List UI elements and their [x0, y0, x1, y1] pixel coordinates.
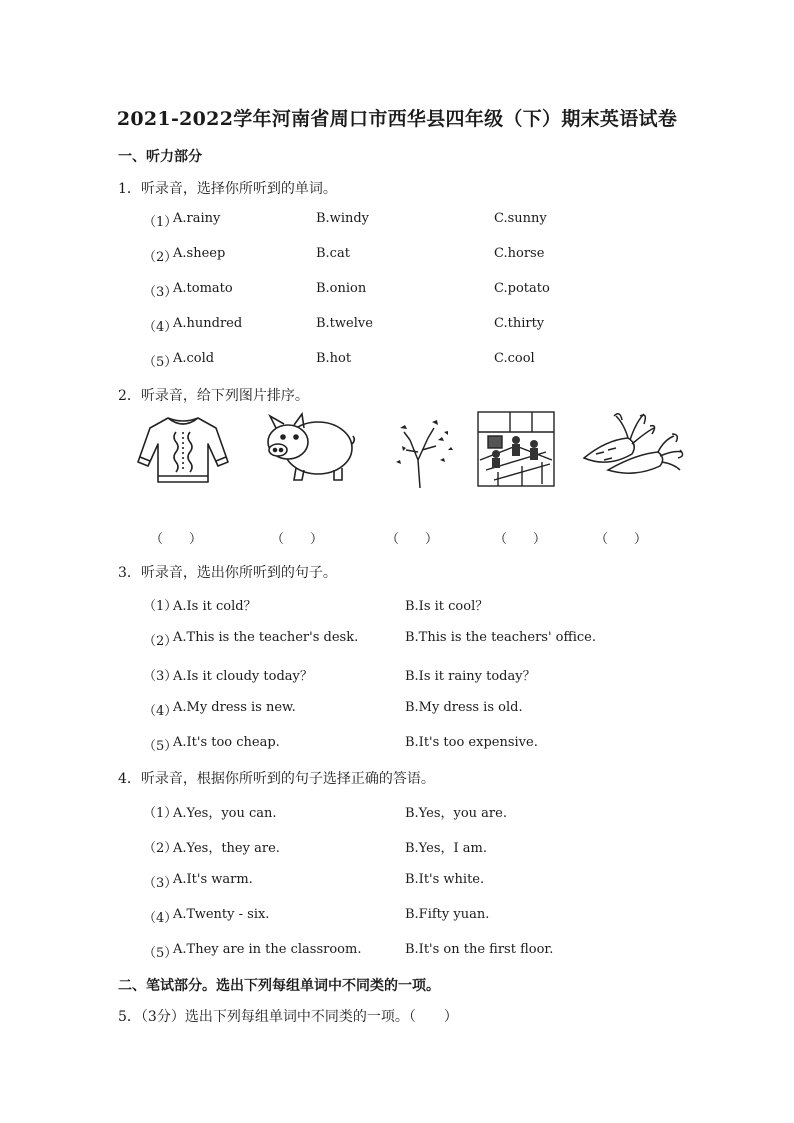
answer-blank-1[interactable]: （ ） — [150, 532, 203, 547]
option-a: A.rainy — [173, 211, 221, 226]
question-4-prompt: 4．听录音，根据你所听到的句子选择正确的答语。 — [118, 771, 435, 787]
option-a: A.This is the teacher's desk. — [173, 630, 359, 645]
classroom-icon — [476, 410, 558, 490]
q4-item-1 — [143, 802, 703, 820]
section-heading-written: 二、笔试部分。选出下列每组单词中不同类的一项。 — [118, 978, 440, 994]
option-a: A.sheep — [173, 246, 226, 261]
page-title: 2021-2022学年河南省周口市西华县四年级（下）期末英语试卷 — [116, 108, 678, 130]
option-b: B.Yes，I am. — [405, 841, 487, 856]
item-number: （1） — [143, 215, 178, 230]
item-number: （3） — [143, 669, 178, 684]
picture-row — [130, 410, 690, 500]
option-b: B.cat — [316, 246, 350, 261]
answer-blank-2[interactable]: （ ） — [271, 532, 324, 547]
option-c: C.horse — [494, 246, 545, 261]
q3-item-2 — [143, 630, 703, 648]
option-c: C.sunny — [494, 211, 547, 226]
q1-item-5 — [143, 351, 703, 369]
item-number: （2） — [143, 250, 178, 265]
answer-blank-4[interactable]: （ ） — [494, 532, 547, 547]
item-number: （5） — [143, 739, 178, 754]
option-b: B.It's too expensive. — [405, 735, 538, 750]
item-number: （4） — [143, 911, 178, 926]
section-heading-listening: 一、听力部分 — [118, 149, 202, 165]
q4-item-5 — [143, 942, 703, 960]
option-b: B.Is it rainy today？ — [405, 669, 536, 684]
q1-item-3 — [143, 281, 703, 299]
item-number: （4） — [143, 704, 178, 719]
item-number: （3） — [143, 285, 178, 300]
option-a: A.My dress is new. — [173, 700, 296, 715]
q4-item-4 — [143, 907, 703, 925]
option-a: A.Yes，you can. — [173, 806, 277, 821]
windy-tree-icon — [388, 410, 458, 490]
option-a: A.Is it cloudy today？ — [173, 669, 313, 684]
q1-item-4 — [143, 316, 703, 334]
option-b: B.My dress is old. — [405, 700, 523, 715]
option-b: B.twelve — [316, 316, 373, 331]
option-c: C.thirty — [494, 316, 545, 331]
pig-icon — [258, 410, 356, 484]
item-number: （1） — [143, 599, 178, 614]
option-a: A.Twenty - six. — [173, 907, 270, 922]
q1-item-2 — [143, 246, 703, 264]
option-b: B.It's on the first floor. — [405, 942, 554, 957]
q1-item-1 — [143, 211, 703, 229]
option-a: A.hundred — [173, 316, 243, 331]
option-a: A.It's too cheap. — [173, 735, 280, 750]
option-b: B.onion — [316, 281, 367, 296]
carrots-icon — [578, 410, 686, 480]
q4-item-3 — [143, 872, 703, 890]
option-b: B.It's white. — [405, 872, 485, 887]
option-b: B.Fifty yuan. — [405, 907, 490, 922]
item-number: （4） — [143, 320, 178, 335]
item-number: （5） — [143, 355, 178, 370]
question-5-prompt: 5．（3分）选出下列每组单词中不同类的一项。（ ） — [118, 1009, 458, 1025]
item-number: （3） — [143, 876, 178, 891]
q3-item-4 — [143, 700, 703, 718]
q3-item-5 — [143, 735, 703, 753]
option-a: A.They are in the classroom. — [173, 942, 362, 957]
option-b: B.This is the teachers' office. — [405, 630, 597, 645]
answer-blank-5[interactable]: （ ） — [595, 532, 648, 547]
option-b: B.windy — [316, 211, 370, 226]
option-a: A.tomato — [173, 281, 233, 296]
item-number: （1） — [143, 806, 178, 821]
question-2-prompt: 2．听录音，给下列图片排序。 — [118, 388, 309, 404]
option-c: C.cool — [494, 351, 535, 366]
item-number: （5） — [143, 946, 178, 961]
option-b: B.Yes，you are. — [405, 806, 507, 821]
option-a: A.It's warm. — [173, 872, 253, 887]
question-3-prompt: 3．听录音，选出你所听到的句子。 — [118, 565, 337, 581]
answer-blank-3[interactable]: （ ） — [386, 532, 439, 547]
option-b: B.hot — [316, 351, 352, 366]
q3-item-1 — [143, 595, 703, 613]
option-a: A.Is it cold？ — [173, 599, 257, 614]
item-number: （2） — [143, 841, 178, 856]
q3-item-3 — [143, 665, 703, 683]
option-a: A.cold — [173, 351, 215, 366]
answer-blanks-row — [0, 528, 794, 546]
item-number: （2） — [143, 634, 178, 649]
question-1-prompt: 1．听录音，选择你所听到的单词。 — [118, 181, 337, 197]
option-c: C.potato — [494, 281, 550, 296]
option-a: A.Yes，they are. — [173, 841, 280, 856]
sweater-icon — [136, 410, 231, 490]
option-b: B.Is it cool？ — [405, 599, 489, 614]
q4-item-2 — [143, 837, 703, 855]
